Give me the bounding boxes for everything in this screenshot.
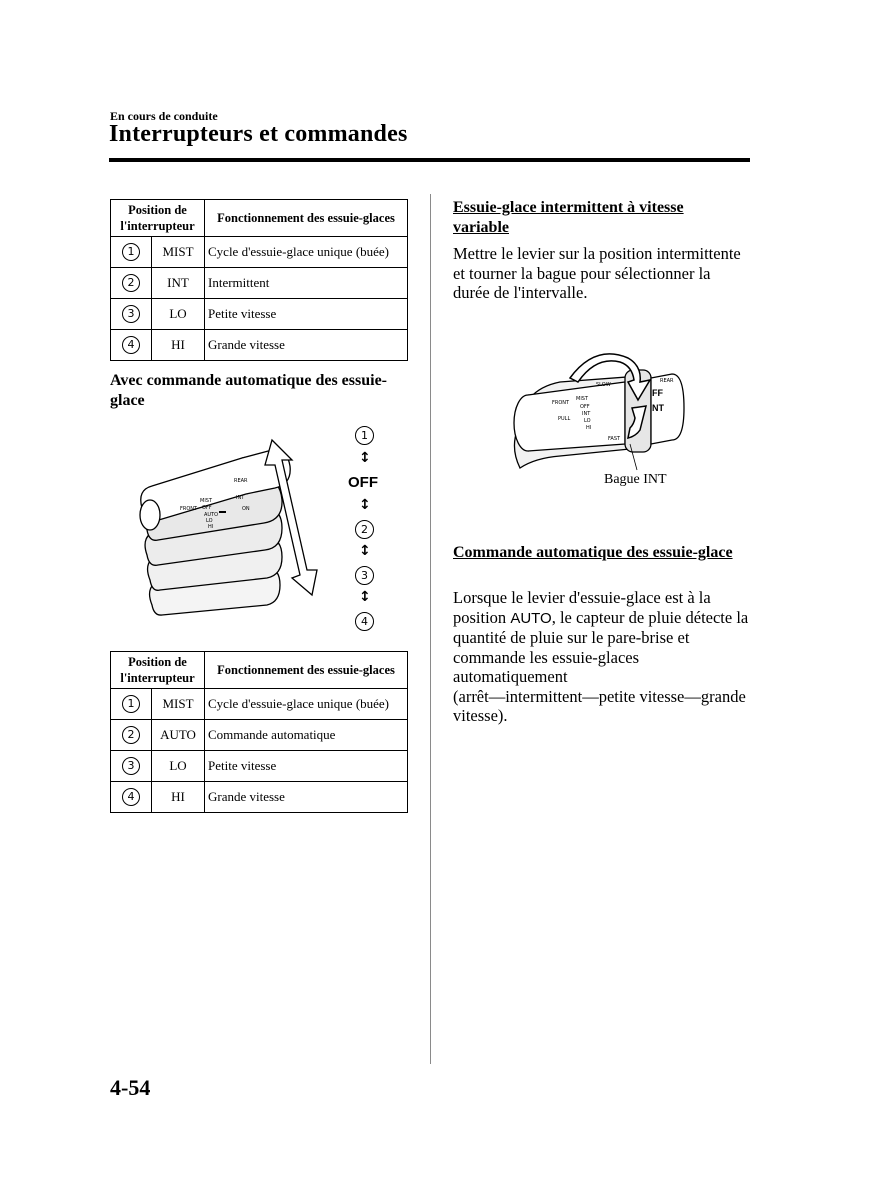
auto-control-text [453,588,750,726]
variable-intermittent-text: Mettre le levier sur la position intermittente et tourner la bague pour sélectionner la durée de l'intervalle. [453,244,741,302]
updown-arrow-icon: ↕ [359,450,371,466]
ring-label: FRONT [552,400,570,406]
variable-intermittent-heading: Essuie-glace intermittent à vitesse variable [453,199,684,236]
circled-number: 2 [122,274,140,292]
ring-label: FAST [608,436,621,442]
position-cell: HI [152,782,205,813]
lever-label: INT [236,495,245,501]
position-cell: HI [152,330,205,361]
lever-illustration [122,420,392,645]
lever-label: LO [206,518,213,524]
header-operation: Fonctionnement des essuie-glaces [205,200,408,237]
auto-control-sequence: (arrêt—intermittent—petite vitesse—grande vitesse). [453,686,746,725]
int-ring-illustration [500,348,700,476]
operation-cell: Petite vitesse [205,299,408,330]
lever-label: ON [242,506,250,512]
operation-cell: Grande vitesse [205,330,408,361]
auto-wiper-heading: Avec commande automatique des essuie-glace [110,372,388,409]
table-row [111,751,408,782]
operation-cell: Cycle d'essuie-glace unique (buée) [205,689,408,720]
operation-cell: Cycle d'essuie-glace unique (buée) [205,237,408,268]
ring-label: LO [584,418,591,424]
ring-label: PULL [558,416,571,422]
updown-arrow-icon: ↕ [359,543,371,559]
table-row [111,237,408,268]
position-cell: INT [152,268,205,299]
table-header-row [111,652,408,689]
state-3-marker: 3 [355,566,374,585]
ring-label: INT [582,411,591,417]
position-cell: MIST [152,237,205,268]
table-row [111,720,408,751]
header-operation: Fonctionnement des essuie-glaces [205,652,408,689]
auto-control-text-rest: , le capteur de pluie détecte la quantité de pluie sur le pare-brise et commande les essuie-glaces automatiquement [453,607,749,686]
state-4-marker: 4 [355,612,374,631]
state-1-marker: 1 [355,426,374,445]
lever-label: OFF [202,505,212,511]
ring-label: FF [652,388,663,398]
ring-label: SLOW [596,382,611,388]
state-off-marker: OFF [348,474,378,491]
auto-wiper-positions-table [110,651,408,813]
auto-control-text-start: Lorsque le levier d'essuie-glace est à la position [453,588,711,627]
table-row [111,268,408,299]
page-number: 4-54 [110,1075,151,1100]
int-ring-caption: Bague INT [604,472,667,487]
lever-positions-diagram [122,420,392,645]
lever-label: MIST [200,498,213,504]
table-header-row [111,200,408,237]
table-row [111,689,408,720]
auto-control-heading: Commande automatique des essuie-glace [453,544,733,561]
circled-number: 4 [122,336,140,354]
operation-cell: Petite vitesse [205,751,408,782]
position-cell: AUTO [152,720,205,751]
header-position: Position de l'interrupteur [111,200,205,237]
position-cell: MIST [152,689,205,720]
column-divider [430,194,431,1064]
circled-number: 3 [122,305,140,323]
operation-cell: Grande vitesse [205,782,408,813]
updown-arrow-icon: ↕ [359,589,371,605]
circled-number: 1 [122,695,140,713]
updown-arrow-icon: ↕ [359,497,371,513]
operation-cell: Commande automatique [205,720,408,751]
auto-position-word: AUTO [510,609,552,627]
lever-label: REAR [234,478,248,484]
circled-number: 2 [122,726,140,744]
ring-label: NT [652,403,664,413]
circled-number: 4 [122,788,140,806]
position-cell: LO [152,299,205,330]
position-cell: LO [152,751,205,782]
title-rule [109,158,750,162]
table-row [111,299,408,330]
ring-label: OFF [580,404,590,410]
lever-label: HI [208,524,214,530]
ring-label: MIST [576,396,589,402]
state-2-marker: 2 [355,520,374,539]
ring-label: REAR [660,378,674,384]
header-position: Position de l'interrupteur [111,652,205,689]
int-ring-diagram [500,348,700,476]
lever-label: AUTO [204,512,219,518]
operation-cell: Intermittent [205,268,408,299]
section-label: En cours de conduite [110,109,218,123]
table-row [111,330,408,361]
lever-label: FRONT [180,506,198,512]
wiper-positions-table [110,199,408,361]
ring-label: HI [586,425,592,431]
table-row [111,782,408,813]
circled-number: 3 [122,757,140,775]
circled-number: 1 [122,243,140,261]
page-title: Interrupteurs et commandes [109,121,408,147]
